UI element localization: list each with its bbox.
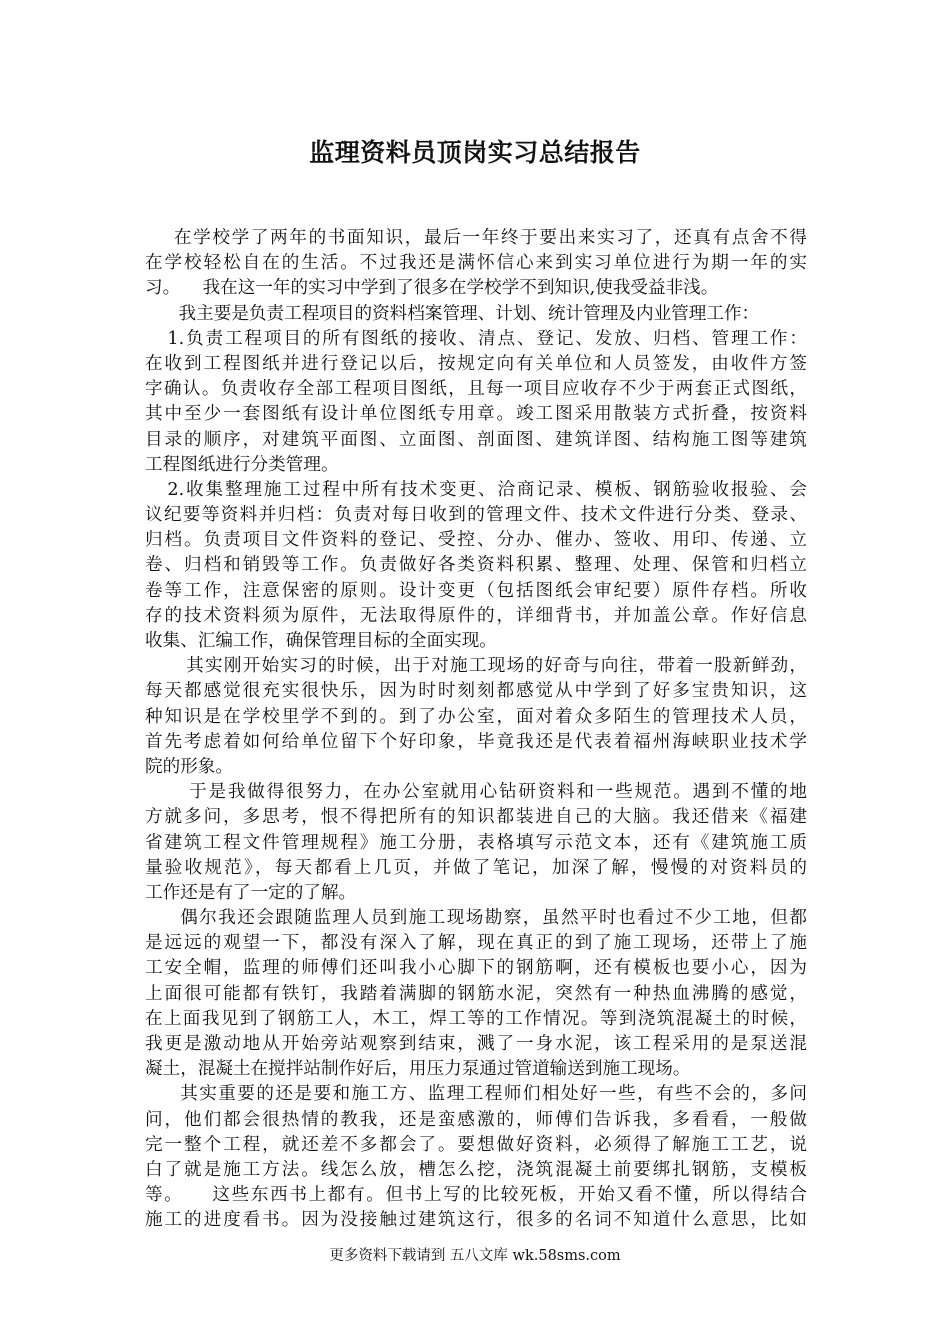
body-text-line: 工作还是有了一定的了解。 [145, 882, 357, 903]
body-text-line: 每天都感觉很充实很快乐，因为时时刻刻都感觉从中学到了好多宝贵知识，这 [145, 681, 807, 702]
body-text-line: 我更是激动地从开始旁站观察到结束，溅了一身水泥，该工程采用的是泵送混 [145, 1034, 807, 1054]
body-text-line: 卷等工作，注意保密的原则。设计变更（包括图纸会审纪要）原件存档。所收 [145, 580, 807, 601]
body-text-line: 存的技术资料须为原件，无法取得原件的，详细背书，并加盖公章。作好信息 [145, 605, 807, 626]
body-text-line: 首先考虑着如何给单位留下个好印象，毕竟我还是代表着福州海峡职业技术学 [145, 731, 807, 752]
body-text-line: 卷、归档和销毁等工作。负责做好各类资料积累、整理、处理、保管和归档立 [145, 555, 807, 576]
body-text-line: 白了就是施工方法。线怎么放，槽怎么挖，浇筑混凝土前要绑扎钢筋，支模板 [145, 1159, 807, 1180]
document-body [145, 226, 807, 1234]
body-text-line: 字确认。负责收存全部工程项目图纸，且每一项目应收存不少于两套正式图纸， [145, 379, 807, 400]
body-text-line: 工安全帽，监理的师傅们还叫我小心脚下的钢筋啊，还有模板也要小心，因为 [145, 958, 807, 979]
body-text-line: 偶尔我还会跟随监理人员到施工现场勘察，虽然平时也看过不少工地，但都 [145, 908, 807, 929]
body-text-line: 院的形象。 [145, 756, 233, 777]
body-text-line: 等。 这些东西书上都有。但书上写的比较死板，开始又看不懂，所以得结合 [145, 1185, 807, 1206]
body-text-line: 工程图纸进行分类管理。 [145, 454, 339, 475]
body-text-line: 上面很可能都有铁钉，我踏着满脚的钢筋水泥，突然有一种热血沸腾的感觉， [145, 983, 807, 1004]
body-text-line: 施工的进度看书。因为没接触过建筑这行，很多的名词不知道什么意思，比如 [145, 1210, 807, 1231]
body-text-line: 在学校轻松自在的生活。不过我还是满怀信心来到实习单位进行为期一年的实 [145, 253, 807, 274]
body-text-line: 其实重要的还是要和施工方、监理工程师们相处好一些，有些不会的，多问 [145, 1084, 807, 1105]
body-text-line: 方就多问，多思考，恨不得把所有的知识都装进自己的大脑。我还借来《福建 [145, 807, 807, 828]
body-text-line: 是远远的观望一下，都没有深入了解，现在真正的到了施工现场，还带上了施 [145, 933, 807, 954]
body-text-line: 在收到工程图纸并进行登记以后，按规定向有关单位和人员签发，由收件方签 [145, 353, 807, 374]
body-text-line: 归档。负责项目文件资料的登记、受控、分办、催办、签收、用印、传递、立 [145, 530, 807, 551]
body-text-line: 收集、汇编工作，确保管理目标的全面实现。 [145, 631, 497, 651]
body-text-line: 在学校学了两年的书面知识，最后一年终于要出来实习了，还真有点舍不得 [145, 228, 807, 248]
body-text-line: 在上面我见到了钢筋工人，木工，焊工等的工作情况。等到浇筑混凝土的时候， [145, 1008, 807, 1029]
body-text-line: 目录的顺序，对建筑平面图、立面图、剖面图、建筑详图、结构施工图等建筑 [145, 429, 807, 450]
body-text-line: 量验收规范》，每天都看上几页，并做了笔记，加深了解，慢慢的对资料员的 [145, 857, 807, 878]
body-text-line: 习。 我在这一年的实习中学到了很多在学校学不到知识,使我受益非浅。 [145, 278, 719, 299]
body-text-line: 议纪要等资料并归档：负责对每日收到的管理文件、技术文件进行分类、登录、 [145, 505, 807, 526]
document-title: 监理资料员顶岗实习总结报告 [309, 138, 641, 167]
body-text-line: 问，他们都会很热情的教我，还是蛮感激的，师傅们告诉我，多看看，一般做 [145, 1109, 807, 1130]
footer-download-note: 更多资料下载请到 五八文库 wk.58sms.com [329, 1248, 621, 1264]
body-text-line: 我主要是负责工程项目的资料档案管理、计划、统计管理及内业管理工作： [145, 303, 760, 324]
body-text-line: 于是我做得很努力，在办公室就用心钻研资料和一些规范。遇到不懂的地 [145, 782, 807, 803]
body-text-line: 完一整个工程，就还差不多都会了。要想做好资料，必须得了解施工工艺，说 [145, 1134, 807, 1155]
body-text-line: 1.负责工程项目的所有图纸的接收、清点、登记、发放、归档、管理工作： [145, 328, 807, 349]
body-text-line: 凝土，混凝土在搅拌站制作好后，用压力泵通过管道输送到施工现场。 [145, 1059, 691, 1080]
body-text-line: 省建筑工程文件管理规程》施工分册，表格填写示范文本，还有《建筑施工质 [145, 832, 807, 853]
body-text-line: 2.收集整理施工过程中所有技术变更、洽商记录、模板、钢筋验收报验、会 [145, 479, 807, 500]
body-text-line: 其实刚开始实习的时候，出于对施工现场的好奇与向往，带着一股新鲜劲， [145, 656, 807, 677]
body-text-line: 其中至少一套图纸有设计单位图纸专用章。竣工图采用散装方式折叠，按资料 [145, 404, 807, 425]
body-text-line: 种知识是在学校里学不到的。到了办公室，面对着众多陌生的管理技术人员， [145, 706, 807, 727]
